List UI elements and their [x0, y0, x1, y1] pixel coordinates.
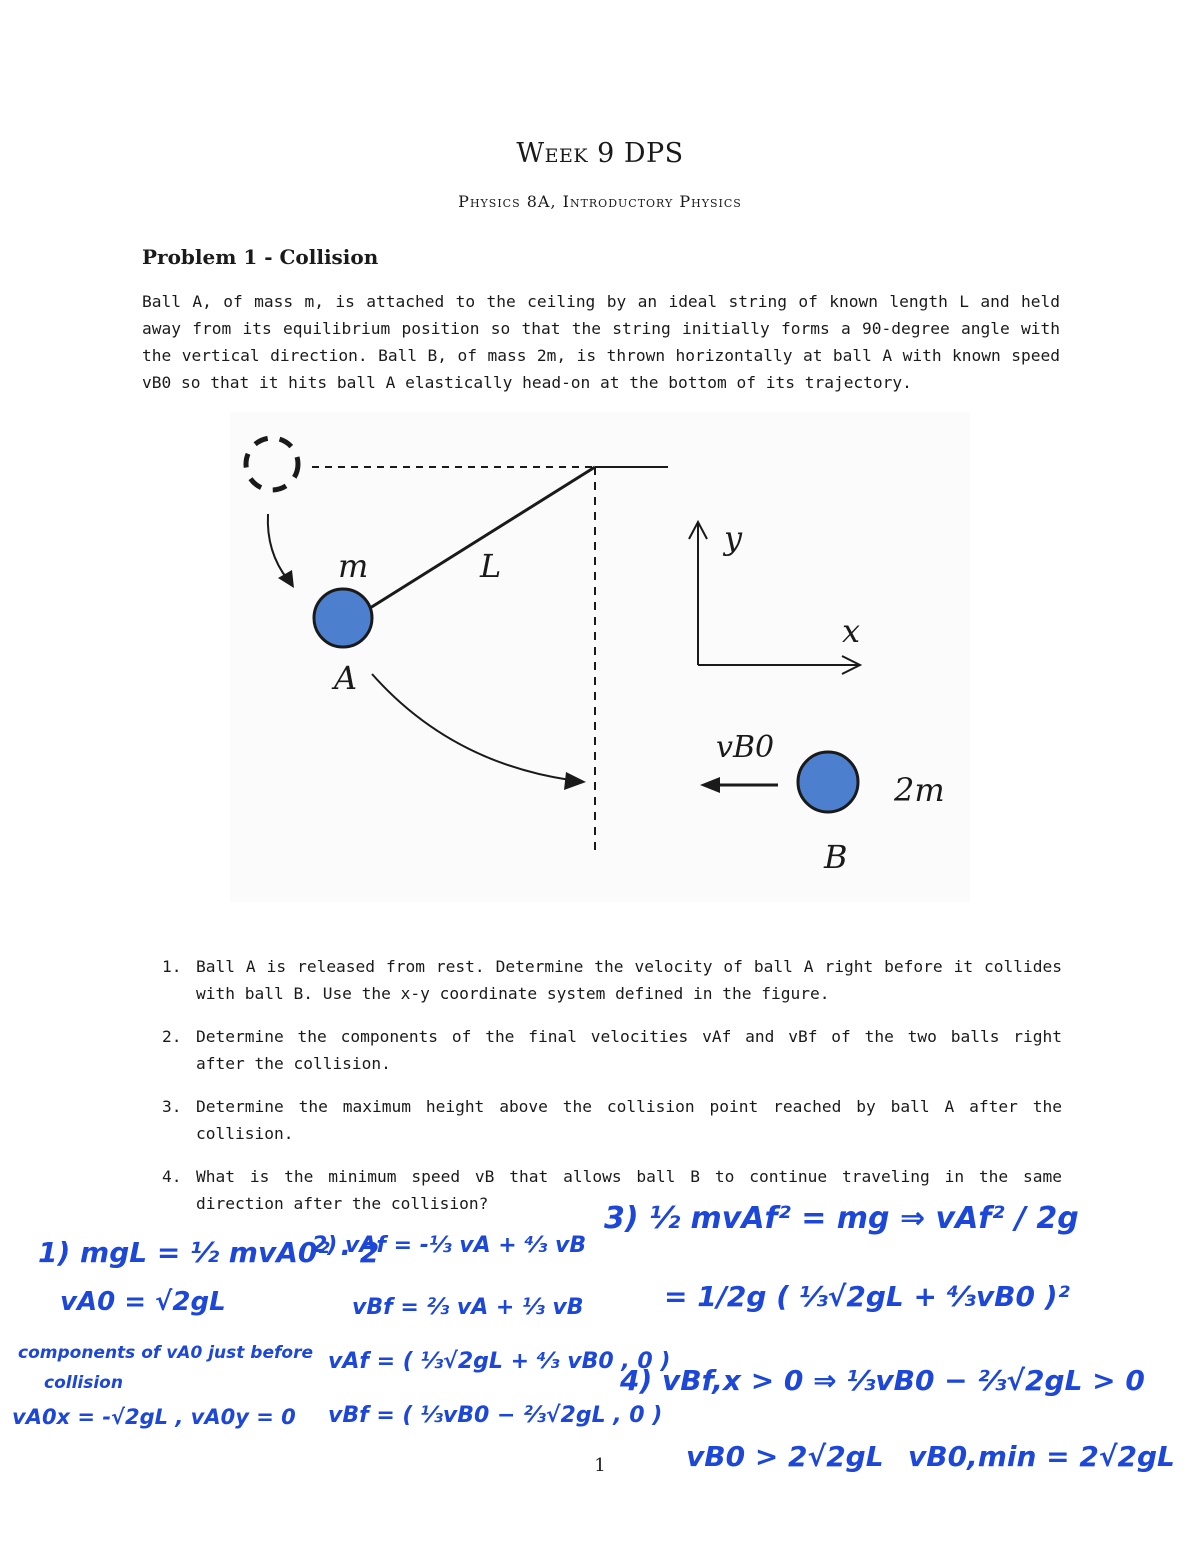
label-L: L [480, 547, 502, 585]
label-vB0: vB0 [716, 730, 775, 765]
answer-2-line-3: vAf = ( ⅓√2gL + ⁴⁄₃ vB0 , 0 ) [328, 1349, 671, 1374]
problem-intro: Ball A, of mass m, is attached to the ceiling by an ideal string of known length L and held away from its equilibrium position so that the string initially forms a 90-degree angle with the vertical direction. Ball B, of mass 2m, is thrown horizontally at ball A with known speed vB0 so that it hits ball A elastically head-on at the bottom of its trajectory. [142, 292, 1060, 392]
answer-1-line-2: vA0 = √2gL [60, 1287, 226, 1317]
page-title: Week 9 DPS [516, 138, 684, 169]
answer-3-line-2: = 1/2g ( ⅓√2gL + ⁴⁄₃vB0 )² [664, 1280, 1070, 1313]
label-B: B [824, 838, 848, 876]
problem-heading: Problem 1 - Collision [142, 245, 379, 269]
answer-2-line-1: 2) vAf = -⅓ vA + ⁴⁄₃ vB [312, 1233, 587, 1258]
page-subtitle: Physics 8A, Introductory Physics [458, 192, 742, 211]
page-number: 1 [594, 1455, 606, 1476]
list-item: 2. Determine the components of the final velocities vAf and vBf of the two balls right after the collision. [162, 1027, 1062, 1073]
list-item: 3. Determine the maximum height above the collision point reached by ball A after the collision. [162, 1097, 1062, 1143]
label-2m: 2m [894, 771, 945, 809]
answer-3-line-1: 3) ½ mvAf² = mg ⇒ vAf² / 2g [604, 1201, 1079, 1236]
answer-1-line-1: 1) mgL = ½ mvA0² · 2 [38, 1236, 380, 1269]
label-m: m [338, 547, 369, 585]
list-item: 4. What is the minimum speed vB that allows ball B to continue traveling in the same direction after the collision? [162, 1167, 1062, 1213]
answer-2-line-4: vBf = ( ⅓vB0 − ⅔√2gL , 0 ) [328, 1403, 663, 1428]
collision-figure [230, 412, 970, 902]
answer-1-line-3: components of vA0 just before [18, 1343, 313, 1363]
answer-4-line-1: 4) vBf,x > 0 ⇒ ⅓vB0 − ⅔√2gL > 0 [620, 1364, 1145, 1397]
answer-4-line-3: vB0,min = 2√2gL [908, 1440, 1175, 1473]
answer-4-line-2: vB0 > 2√2gL [686, 1440, 884, 1473]
question-list [162, 953, 1062, 1233]
ball-b [798, 752, 858, 812]
label-x: x [842, 612, 861, 650]
list-item: 1. Ball A is released from rest. Determine the velocity of ball A right before it collides with ball B. Use the x-y coordinate system defined in the figure. [162, 957, 1062, 1003]
answer-2-line-2: vBf = ⅔ vA + ⅓ vB [352, 1295, 584, 1320]
ball-a [314, 589, 372, 647]
answer-1-line-5: vA0x = -√2gL , vA0y = 0 [12, 1405, 296, 1429]
answer-1-line-4: collision [44, 1373, 123, 1393]
label-y: y [724, 519, 743, 557]
label-A: A [334, 659, 358, 697]
